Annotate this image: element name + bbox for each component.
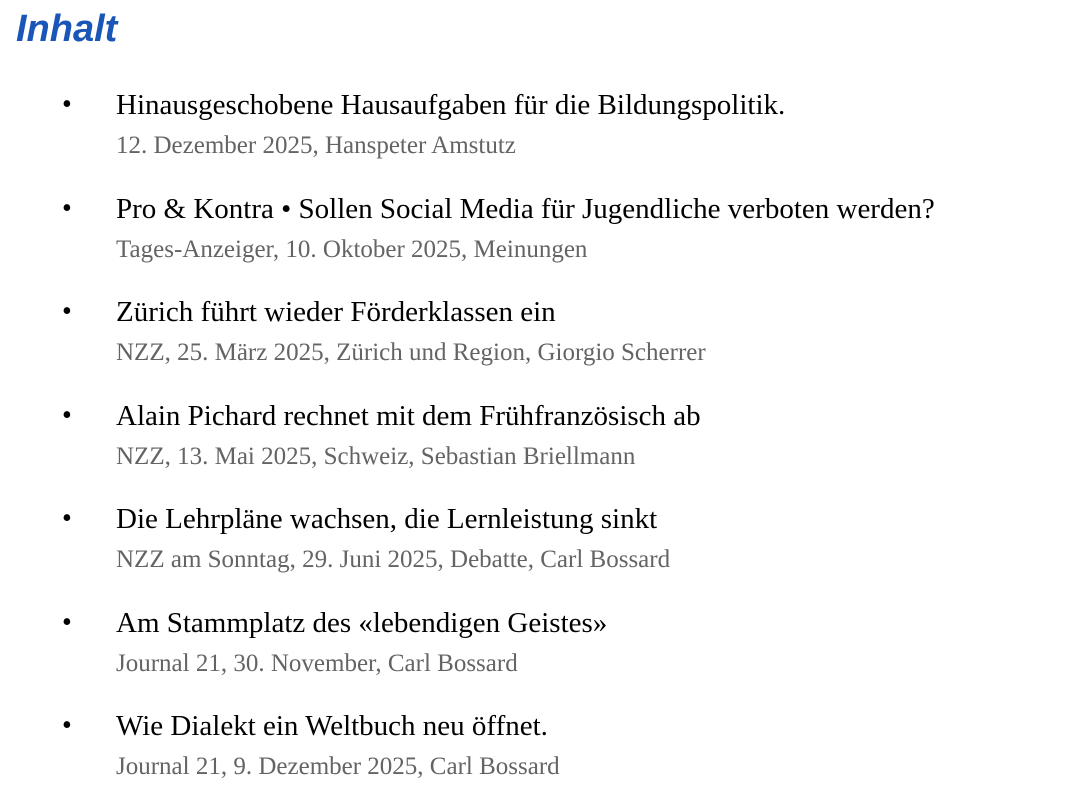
article-title[interactable]: Die Lehrpläne wachsen, die Lernleistung sinkt (116, 503, 658, 535)
article-title[interactable]: Am Stammplatz des «lebendigen Geistes» (116, 606, 608, 639)
list-item (0, 707, 1076, 811)
article-title[interactable]: Zürich führt wieder Förderklassen ein (116, 296, 556, 328)
list-item (0, 397, 1076, 501)
article-title[interactable]: Pro & Kontra • Sollen Social Media für Jugendliche verboten werden? (116, 192, 935, 225)
list-item (0, 190, 1076, 294)
bullet-icon: • (62, 399, 72, 431)
list-item (0, 604, 1076, 708)
list-item (0, 293, 1076, 397)
bullet-icon: • (62, 89, 72, 120)
article-meta: Tages-Anzeiger, 10. Oktober 2025, Meinungen (116, 235, 588, 263)
article-title[interactable]: Wie Dialekt ein Weltbuch neu öffnet. (116, 710, 548, 742)
bullet-icon: • (62, 710, 72, 741)
article-meta: Journal 21, 9. Dezember 2025, Carl Bossard (116, 753, 560, 780)
bullet-icon: • (62, 606, 72, 638)
article-title[interactable]: Alain Pichard rechnet mit dem Frühfranzösisch ab (116, 399, 701, 432)
bullet-icon: • (62, 503, 72, 534)
list-item (0, 86, 1076, 190)
table-of-contents (0, 86, 1076, 811)
article-meta: NZZ am Sonntag, 29. Juni 2025, Debatte, Carl Bossard (116, 546, 671, 573)
list-item (0, 500, 1076, 604)
article-meta: Journal 21, 30. November, Carl Bossard (116, 649, 518, 677)
article-meta: NZZ, 13. Mai 2025, Schweiz, Sebastian Briellmann (116, 442, 636, 470)
bullet-icon: • (62, 296, 72, 327)
page-title: Inhalt (16, 8, 118, 50)
article-meta: NZZ, 25. März 2025, Zürich und Region, Giorgio Scherrer (116, 339, 706, 366)
article-title[interactable]: Hinausgeschobene Hausaufgaben für die Bildungspolitik. (116, 89, 786, 121)
article-meta: 12. Dezember 2025, Hanspeter Amstutz (116, 132, 516, 159)
bullet-icon: • (62, 192, 72, 224)
